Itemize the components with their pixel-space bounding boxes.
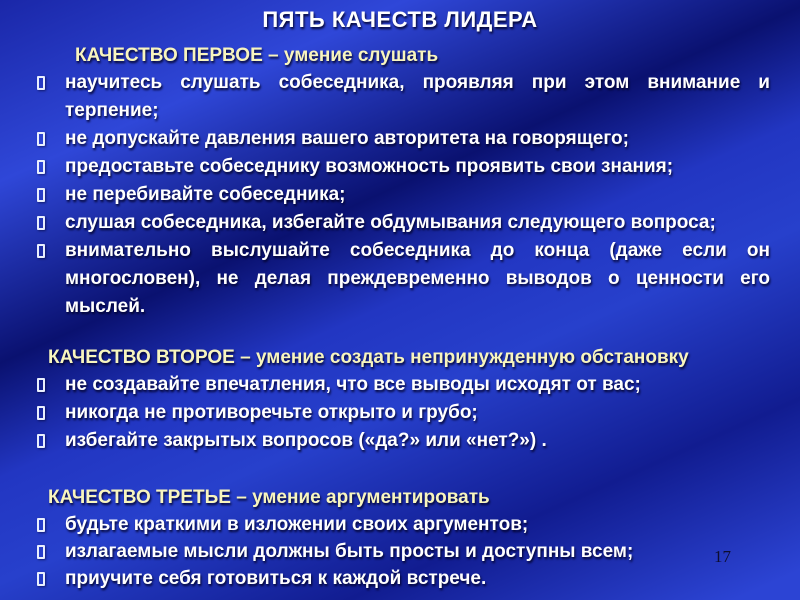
bullet-text: приучите себя готовиться к каждой встрече. bbox=[65, 568, 487, 589]
list-item bbox=[36, 399, 770, 427]
bullet-text: будьте краткими в изложении своих аргументов; bbox=[65, 514, 529, 535]
bullet-square-icon bbox=[37, 188, 45, 202]
bullet-text: научитесь слушать собеседника, проявляя при этом внимание и bbox=[65, 72, 770, 93]
list-item bbox=[36, 69, 770, 125]
bullet-text: не допускайте давления вашего авторитета на говорящего; bbox=[65, 128, 629, 149]
bullet-text: избегайте закрытых вопросов («да?» или «нет?») . bbox=[65, 430, 547, 451]
bullet-square-icon bbox=[37, 132, 45, 146]
bullet-square-icon bbox=[37, 244, 45, 258]
bullet-text: мыслей. bbox=[65, 296, 146, 317]
list-item bbox=[36, 427, 770, 455]
bullet-square-icon bbox=[37, 406, 45, 420]
bullet-square-icon bbox=[37, 216, 45, 230]
title-row bbox=[0, 0, 800, 33]
bullet-text: внимательно выслушайте собеседника до конца (даже если он bbox=[65, 240, 770, 261]
list-item bbox=[36, 565, 770, 592]
bullet-square-icon bbox=[37, 518, 45, 532]
bullet-square-icon bbox=[37, 545, 45, 559]
bullet-text: излагаемые мысли должны быть просты и доступны всем; bbox=[65, 541, 634, 562]
list-item bbox=[36, 153, 770, 181]
list-item bbox=[36, 511, 770, 538]
bullet-text: не создавайте впечатления, что все выводы исходят от вас; bbox=[65, 374, 641, 395]
section-quality-first bbox=[0, 43, 800, 321]
bullet-square-icon bbox=[37, 572, 45, 586]
bullet-text: не перебивайте собеседника; bbox=[65, 184, 346, 205]
list-item bbox=[36, 125, 770, 153]
bullet-text: слушая собеседника, избегайте обдумывания следующего вопроса; bbox=[65, 212, 716, 233]
section-heading: КАЧЕСТВО ВТОРОЕ – умение создать непринужденную обстановку bbox=[48, 347, 689, 368]
section-quality-second bbox=[0, 345, 800, 455]
bullet-square-icon bbox=[37, 434, 45, 448]
bullet-list bbox=[0, 371, 800, 455]
bullet-square-icon bbox=[37, 76, 45, 90]
section-heading: КАЧЕСТВО ТРЕТЬЕ – умение аргументировать bbox=[48, 487, 490, 508]
section-quality-third bbox=[0, 485, 800, 592]
page-number: 17 bbox=[714, 547, 731, 566]
bullet-list bbox=[0, 511, 800, 592]
list-item bbox=[36, 181, 770, 209]
section-heading: КАЧЕСТВО ПЕРВОЕ – умение слушать bbox=[75, 45, 439, 66]
bullet-square-icon bbox=[37, 160, 45, 174]
bullet-list bbox=[0, 69, 800, 321]
bullet-text: терпение; bbox=[65, 100, 159, 121]
list-item bbox=[36, 538, 770, 565]
list-item bbox=[36, 209, 770, 237]
bullet-text: никогда не противоречьте открыто и грубо; bbox=[65, 402, 478, 423]
list-item bbox=[36, 371, 770, 399]
slide-title: ПЯТЬ КАЧЕСТВ ЛИДЕРА bbox=[262, 7, 538, 32]
bullet-text: многословен), не делая преждевременно выводов о ценности его bbox=[65, 268, 770, 289]
bullet-square-icon bbox=[37, 378, 45, 392]
list-item bbox=[36, 237, 770, 321]
bullet-text: предоставьте собеседнику возможность проявить свои знания; bbox=[65, 156, 674, 177]
